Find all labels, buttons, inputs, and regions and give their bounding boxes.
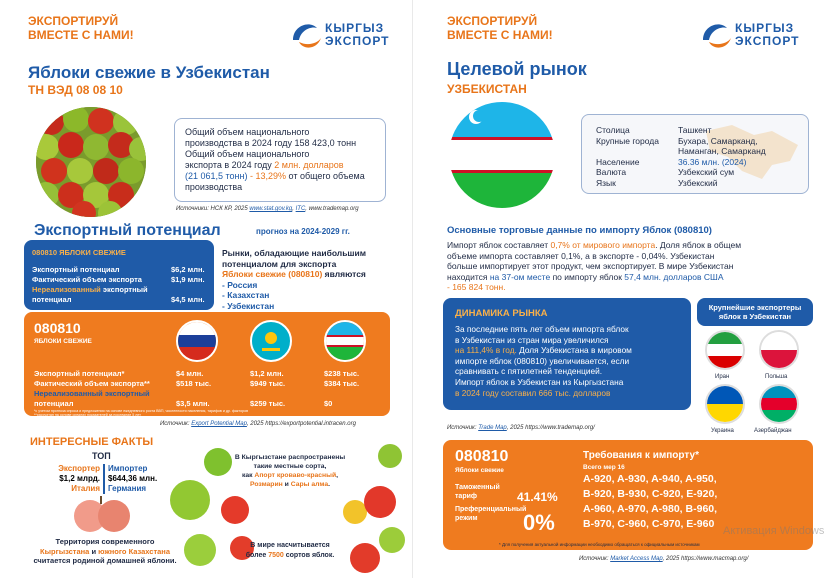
- top-importer: Импортер $644,36 млн. Германия: [108, 464, 158, 493]
- exporter-iran: Иран: [715, 374, 730, 380]
- info-source: Источники: НСК КР, 2025 www.stat.gov.kg, ITC, www.trademap.org: [176, 206, 359, 212]
- top-divider: [103, 464, 105, 494]
- stat-link[interactable]: www.stat.gov.kg: [249, 206, 293, 212]
- uzbekistan-flag-icon: [324, 320, 366, 362]
- uzbekistan-flag-image: [449, 102, 555, 208]
- potential-title: Экспортный потенциал: [34, 222, 221, 239]
- apples-icon: [36, 107, 146, 217]
- export-potential-link[interactable]: Export Potential Map: [191, 421, 247, 427]
- logo-mark-icon: [697, 16, 737, 56]
- kyrgyz-export-logo: КЫРГЫЗ ЭКСПОРТ: [287, 16, 405, 56]
- production-info-box: Общий объем национального производства в 2024 году 158 423,0 тонн Общий объем национального экспорта в 2024 году 2 млн. долларов (21 061,5 тонн) - 13,29% от общего объема производства: [174, 118, 386, 202]
- slogan: ЭКСПОРТИРУЙ ВМЕСТЕ С НАМИ!: [28, 14, 134, 42]
- markets-text: Рынки, обладающие наибольшим потенциалом для экспорта Яблоки свежие (080810) являются - Россия - Казахстан - Узбекистан: [222, 248, 367, 311]
- country-name: УЗБЕКИСТАН: [447, 82, 527, 96]
- facts-title: ИНТЕРЕСНЫЕ ФАКТЫ: [30, 436, 154, 448]
- country-potential-box: 080810 ЯБЛОКИ СВЕЖИЕ Экспортный потенциал* Фактический объем экспорта** Нереализованный экспортный потенциал $4 млн. $518 тыс. $3,5 млн. $1,2 млн. $949 тыс. $259 тыс. $238 тыс. $384 тыс. $0 *с учетом прогноза спроса и предложения на основе ежедневного роста ВВП, численности населения, тарифов и др. факторов **рассчитан на основе средних показателей за последние 5 лет: [24, 312, 390, 416]
- world-varieties-text: В мире насчитывается более 7500 сортов яблок.: [245, 542, 335, 559]
- azerbaijan-flag-icon: [759, 384, 799, 424]
- country-facts-box: Столица Крупные города Население Валюта Язык Ташкент Бухара, Самарканд, Наманган, Самарканд 36.36 млн. (2024) Узбекский сум Узбекский: [581, 114, 809, 194]
- pink-apples-icon: [72, 494, 132, 534]
- import-requirements-box: 080810 Яблоки свежие Таможенный тариф 41.41% Преференциальный режим 0% Требования к импорту* Всего мер 16 A-920, A-930, A-940, A-950, B-920, B-930, C-920, E-920, A-960, A-970, A-980, B-960, B-970, C-960, C-970, E-960 * Для получения актуальной информации необходимо обращаться к официальным источникам: [443, 440, 813, 550]
- market-access-map-link[interactable]: Market Access Map: [610, 556, 663, 562]
- kyrgyz-export-logo: КЫРГЫЗ ЭКСПОРТ: [697, 16, 815, 56]
- trade-title: Основные торговые данные по импорту Яблок (080810): [447, 225, 712, 236]
- exporter-poland: Польша: [765, 374, 788, 380]
- top-exporters-header: Крупнейшие экспортеры яблок в Узбекистан: [697, 298, 813, 326]
- requirement-codes: A-920, A-930, A-940, A-950, B-920, B-930, C-920, E-920, A-960, A-970, A-980, B-960, B-970, C-960, C-970, E-960: [583, 473, 718, 530]
- apples-image: [36, 107, 146, 217]
- potential-box: 080810 ЯБЛОКИ СВЕЖИЕ Экспортный потенциал $6,2 млн. Фактический объем экспорта $1,9 млн. Нереализованный экспортный потенциал $4,5 млн.: [24, 240, 214, 310]
- macmap-source: Источник: Market Access Map, 2025 https://www.macmap.org/: [579, 556, 749, 562]
- logo-mark-icon: [287, 16, 327, 56]
- exporter-ukraine: Украина: [711, 428, 734, 434]
- exporter-azerbaijan: Азербайджан: [754, 428, 792, 434]
- varieties-text: В Кыргызстане распространены такие местные сорта, как Апорт кроваво-красный, Розмарин и Сары алма.: [234, 454, 346, 488]
- homeland-text: Территория современного Кыргызстана и южного Казахстана считается родиной домашней яблони.: [33, 537, 177, 565]
- trade-source: Источник: Trade Map, 2025 https://www.trademap.org/: [447, 425, 595, 431]
- trade-text: Импорт яблок составляет 0,7% от мирового импорта. Доля яблок в общем объеме импорта составляет 0,1%, а в экспорте - 0,04%. Узбекистан больше импортирует этот продукт, чем экспортирует. В мире Узбекистан находится на 37-ом месте по импорту яблок 57,4 млн. долларов США - 165 824 тонн.: [447, 240, 742, 292]
- left-page: [0, 0, 412, 578]
- slogan: ЭКСПОРТИРУЙ ВМЕСТЕ С НАМИ!: [447, 14, 553, 42]
- russia-flag-icon: [176, 320, 218, 362]
- trade-map-link[interactable]: Trade Map: [478, 425, 507, 431]
- page-title: Целевой рынок: [447, 59, 587, 79]
- itc-link[interactable]: ITC: [295, 206, 306, 212]
- top-exporter: Экспортер $1,2 млрд. Италия: [58, 464, 100, 493]
- poland-flag-icon: [759, 330, 799, 370]
- trademap-link[interactable]: www.trademap.org: [308, 206, 359, 212]
- potential-source: Источник: Export Potential Map, 2025 https://exportpotential.intracen.org: [160, 421, 356, 427]
- potential-forecast: прогноз на 2024-2029 гг.: [256, 227, 350, 236]
- ukraine-flag-icon: [705, 384, 745, 424]
- right-page: [413, 0, 825, 578]
- iran-flag-icon: [705, 330, 745, 370]
- top-label: ТОП: [92, 451, 111, 461]
- windows-watermark: Активация Windows: [723, 525, 825, 537]
- kazakhstan-flag-icon: [250, 320, 292, 362]
- market-dynamics-box: ДИНАМИКА РЫНКА За последние пять лет объем импорта яблок в Узбекистан из стран мира увеличился на 111,4% в год. Доля Узбекистана в мировом импорте яблок (080810) увеличивается, если сравнивать с пятилетней тенденцией. Импорт яблок в Узбекистан из Кыргызстана в 2024 году составил 666 тыс. долларов: [443, 298, 691, 410]
- page-title: Яблоки свежие в Узбекистан: [28, 63, 270, 82]
- hs-code: ТН ВЭД 08 08 10: [28, 83, 123, 97]
